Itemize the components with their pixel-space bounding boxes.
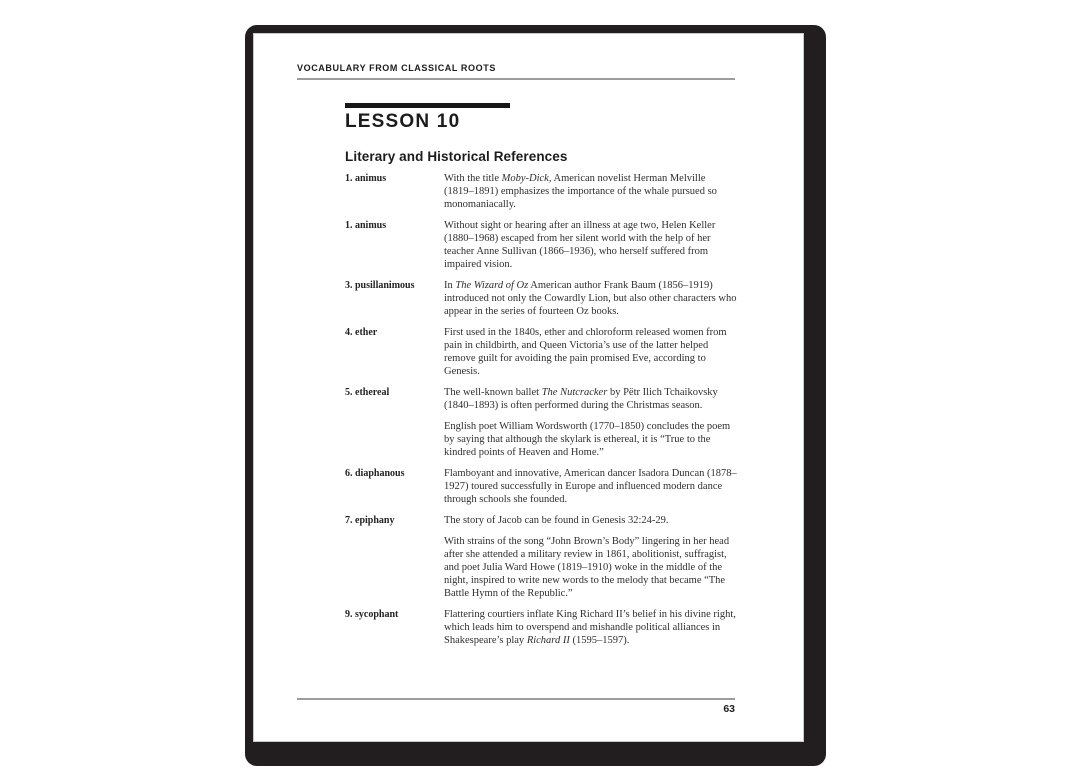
text-segment: (1595–1597). — [569, 635, 630, 646]
text-segment: English poet William Wordsworth (1770–1850) concludes the poem by saying that although the skylark is ethereal, it is “True to the kindred points of Heaven and Home.” — [444, 421, 731, 458]
entries-list — [345, 172, 737, 647]
entry-term: 3. pusillanimous — [345, 280, 415, 291]
italic-text-segment: The Wizard of Oz — [455, 280, 529, 291]
section-heading: Literary and Historical References — [345, 149, 568, 164]
running-header: VOCABULARY FROM CLASSICAL ROOTS — [297, 63, 496, 73]
entry-definitions — [444, 326, 737, 378]
entry-term: 1. animus — [345, 220, 387, 231]
entry-row — [345, 279, 737, 318]
text-segment: American novelist Herman Melville (1819–1891) emphasizes the importance of the whale pursued so monomaniacally. — [444, 173, 717, 210]
lesson-title: LESSON 10 — [345, 111, 461, 132]
entry-row — [345, 326, 737, 378]
entry-definitions — [444, 279, 737, 318]
lesson-title-bar — [345, 103, 510, 108]
entry-term: 5. ethereal — [345, 387, 390, 398]
entry-definitions — [444, 608, 737, 647]
text-segment: by Pëtr Ilich Tchaikovsky (1840–1893) is often performed during the Christmas season. — [444, 387, 718, 411]
entry-row — [345, 172, 737, 211]
text-segment: First used in the 1840s, ether and chloroform released women from pain in childbirth, and Queen Victoria’s use of the latter helped remove guilt for avoiding the pain promised Eve, according to Genesis. — [444, 327, 727, 377]
entry-paragraph — [444, 326, 737, 378]
lesson-block — [345, 103, 803, 133]
text-segment: Flattering courtiers inflate King Richard II’s belief in his divine right, which leads him to overspend and mishandle political alliances in Shakespeare’s play — [444, 609, 736, 646]
italic-text-segment: The Nutcracker — [541, 387, 608, 398]
page-footer — [297, 698, 735, 715]
entry-paragraph — [444, 279, 737, 318]
entry-term: 1. animus — [345, 173, 387, 184]
entry-term: 4. ether — [345, 327, 378, 338]
entry-definitions — [444, 172, 737, 211]
entry-definitions — [444, 467, 737, 506]
text-segment: The well-known ballet — [444, 387, 542, 398]
entry-paragraph — [444, 467, 737, 506]
entry-paragraph — [444, 219, 737, 271]
text-segment: With strains of the song “John Brown’s Body” lingering in her head after she attended a military review in 1861, abolitionist, suffragist, and poet Julia Ward Howe (1819–1910) woke in the middle of the night, inspired to write new words to the melody that became “The Battle Hymn of the Republic.” — [444, 536, 730, 599]
entry-paragraph — [444, 535, 737, 600]
text-segment: American author Frank Baum (1856–1919) introduced not only the Cowardly Lion, but also other characters who appear in the series of fourteen Oz books. — [444, 280, 737, 317]
entry-term: 6. diaphanous — [345, 468, 405, 479]
text-segment: In — [444, 280, 456, 291]
footer-rule — [297, 698, 735, 700]
book-page — [253, 33, 804, 742]
entry-definitions — [444, 386, 737, 459]
book-page-frame — [245, 25, 826, 766]
text-segment: Flamboyant and innovative, American dancer Isadora Duncan (1878– 1927) toured successfully in Europe and influenced modern dance through schools she founded. — [444, 468, 737, 505]
entry-paragraph — [444, 420, 737, 459]
text-segment: Without sight or hearing after an illness at age two, Helen Keller (1880–1968) escaped from her silent world with the help of her teacher Anne Sullivan (1866–1936), who herself suffered from impaired vision. — [444, 220, 716, 270]
entry-row — [345, 386, 737, 459]
entry-paragraph — [444, 386, 737, 412]
italic-text-segment: Richard II — [526, 635, 570, 646]
entry-definitions — [444, 514, 737, 600]
text-segment: The story of Jacob can be found in Genesis 32:24-29. — [444, 515, 669, 526]
entry-term: 9. sycophant — [345, 609, 399, 620]
entry-row — [345, 608, 737, 647]
entry-row — [345, 514, 737, 600]
text-segment: With the title — [444, 173, 502, 184]
entry-paragraph — [444, 514, 737, 527]
entry-term: 7. epiphany — [345, 515, 395, 526]
entry-paragraph — [444, 608, 737, 647]
entry-definitions — [444, 219, 737, 271]
header-rule — [297, 78, 735, 80]
entry-paragraph — [444, 172, 737, 211]
italic-text-segment: Moby-Dick, — [501, 173, 552, 184]
entry-row — [345, 219, 737, 271]
entry-row — [345, 467, 737, 506]
page-number: 63 — [723, 703, 735, 715]
